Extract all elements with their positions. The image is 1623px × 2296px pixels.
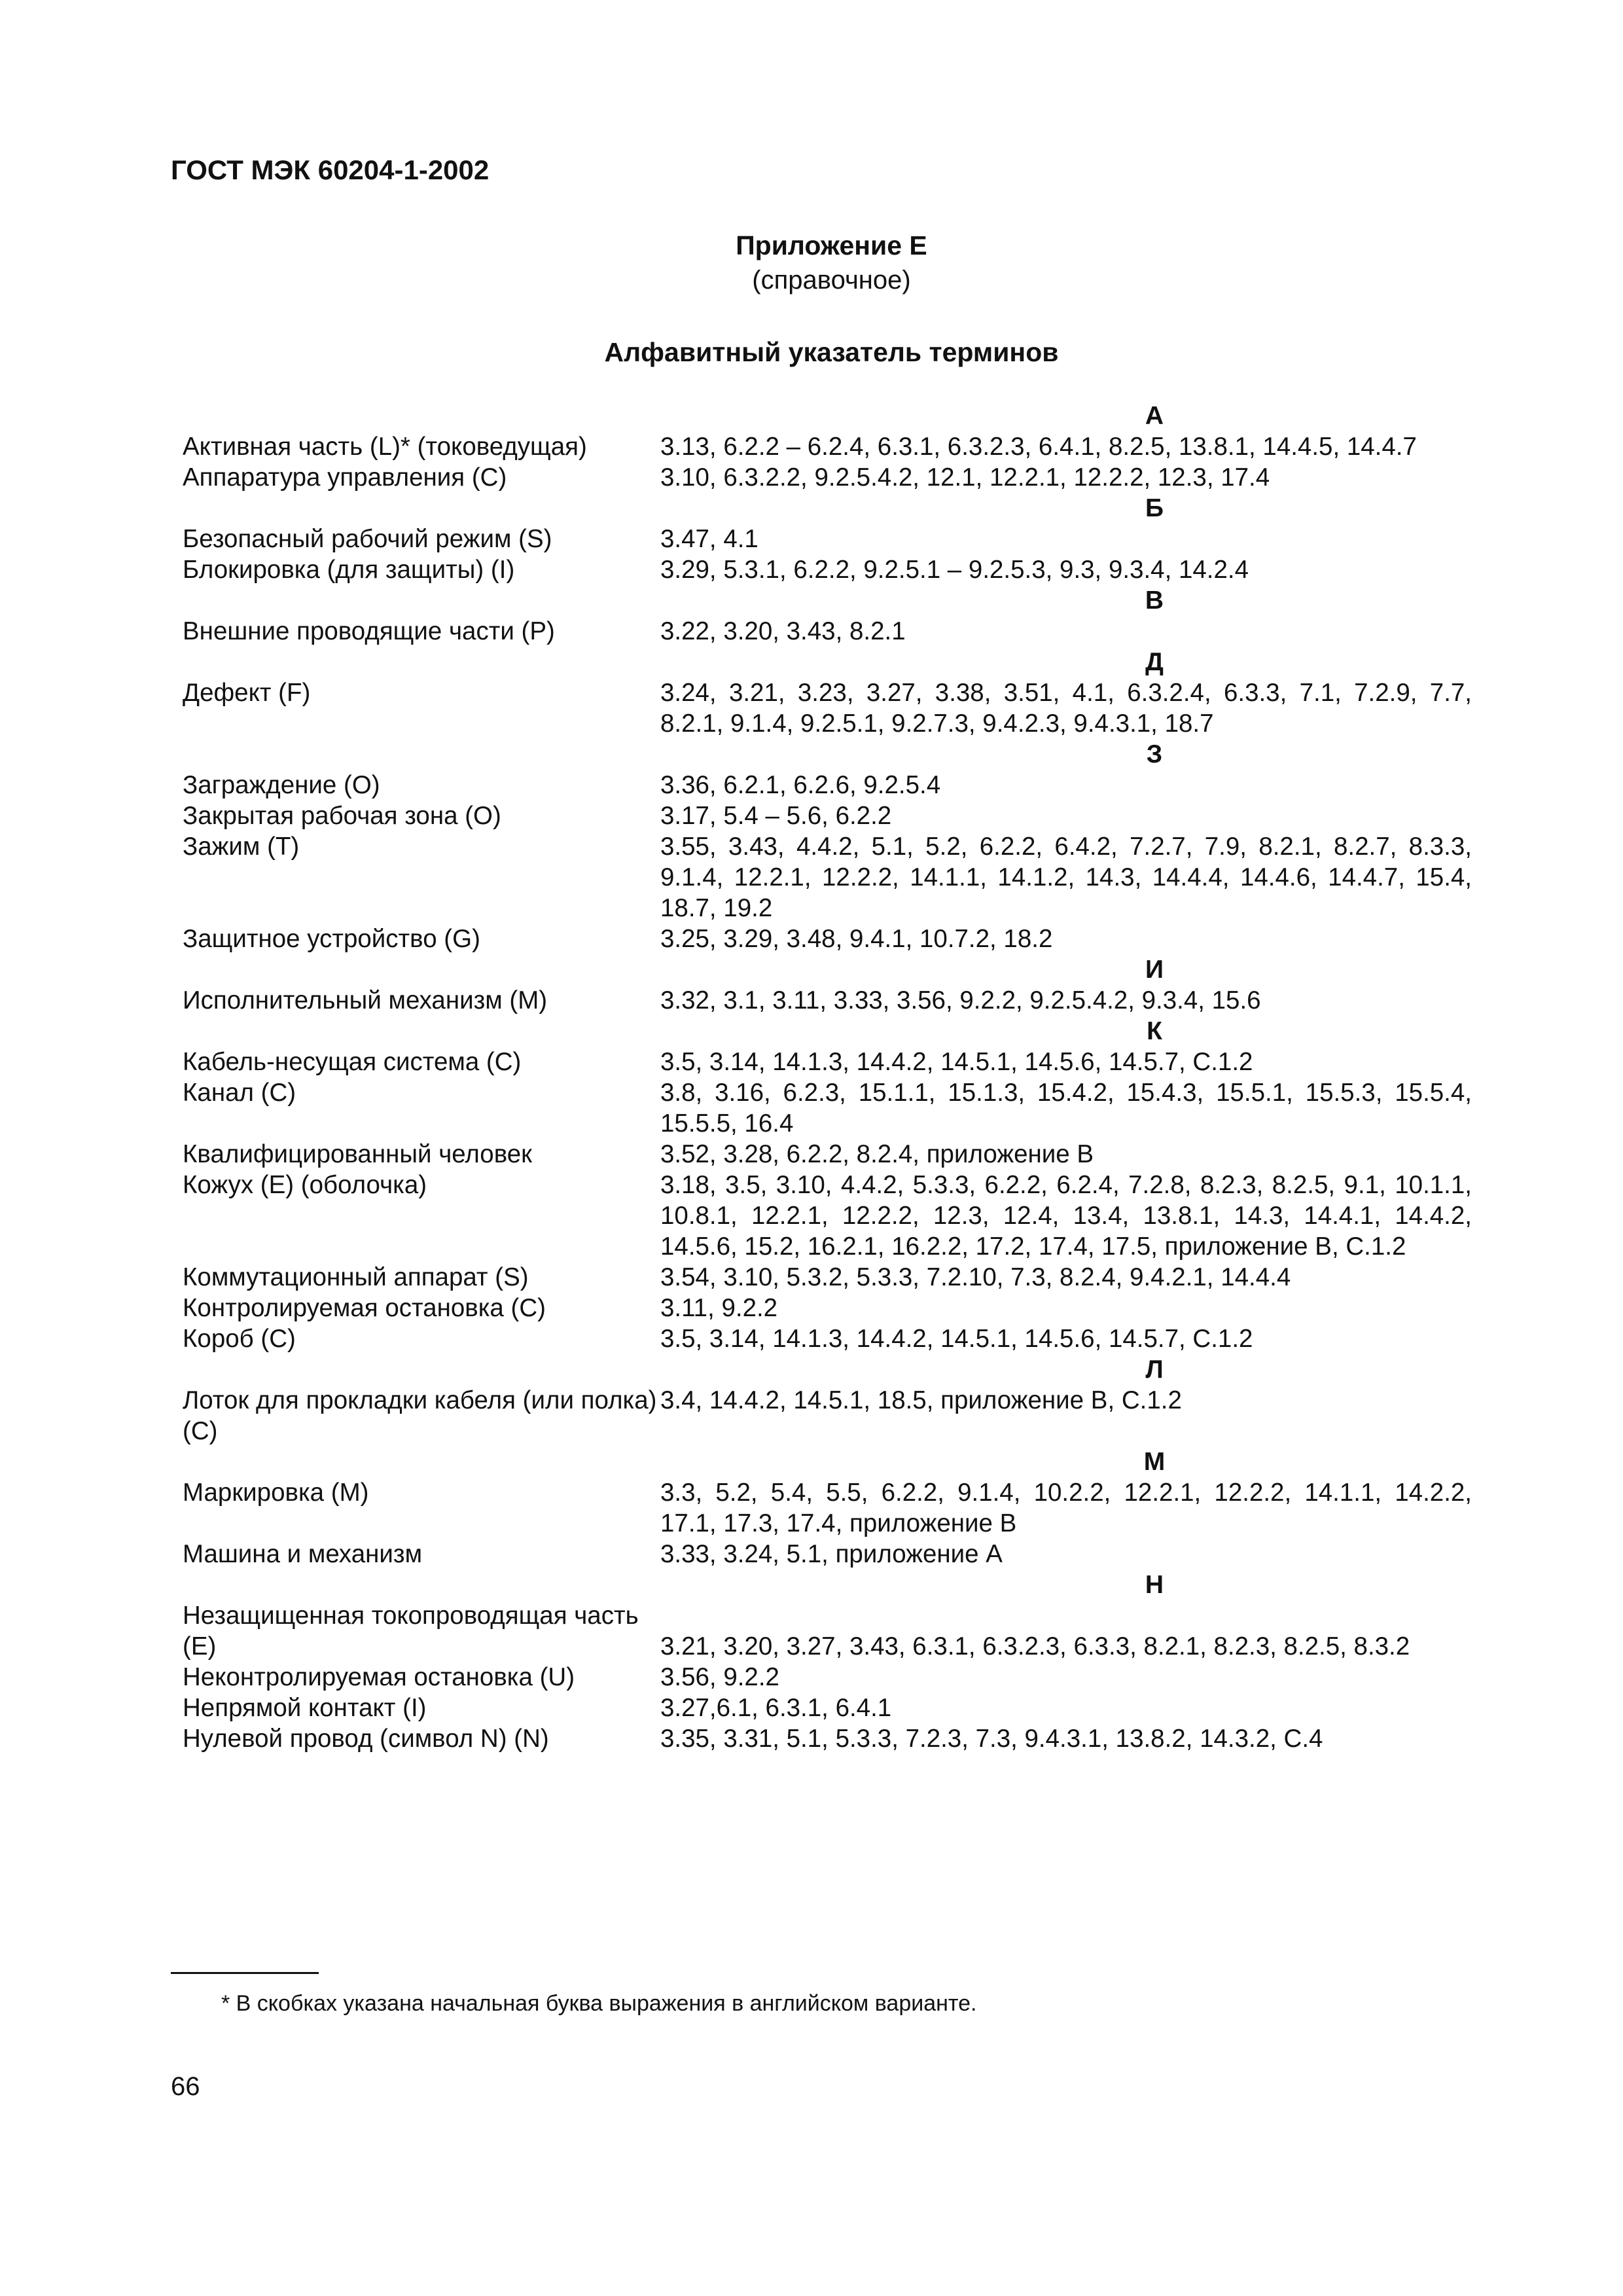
section-letter: М <box>1143 1448 1166 1476</box>
index-references: 3.24, 3.21, 3.23, 3.27, 3.38, 3.51, 4.1, 6.3.2.4, 6.3.3, 7.1, 7.2.9, 7.7, 8.2.1, 9.1.4, 9.2.5.1, 9.2.7.3, 9.4.2.3, 9.4.3.1, 18.7 <box>660 679 1472 738</box>
index-entry <box>183 800 1472 831</box>
index-entry <box>183 677 1472 739</box>
index-references: 3.11, 9.2.2 <box>660 1294 778 1322</box>
index-term: Аппаратура управления (C) <box>183 463 507 492</box>
index-term: Маркировка (M) <box>183 1479 369 1507</box>
index-references: 3.47, 4.1 <box>660 525 758 553</box>
index-term: Безопасный рабочий режим (S) <box>183 525 552 553</box>
index-entry <box>183 1293 1472 1323</box>
index-term: Закрытая рабочая зона (O) <box>183 802 501 830</box>
index-term: Заграждение (O) <box>183 771 380 799</box>
section-letter: К <box>1147 1017 1162 1045</box>
index-references: 3.29, 5.3.1, 6.2.2, 9.2.5.1 – 9.2.5.3, 9.3, 9.3.4, 14.2.4 <box>660 556 1249 584</box>
index-term: Непрямой контакт (I) <box>183 1694 427 1722</box>
annex-type: (справочное) <box>752 266 911 295</box>
index-references: 3.4, 14.4.2, 14.5.1, 18.5, приложение B, C.1.2 <box>660 1386 1182 1414</box>
index-entry <box>183 1539 1472 1570</box>
index-references: 3.13, 6.2.2 – 6.2.4, 6.3.1, 6.3.2.3, 6.4.1, 8.2.5, 13.8.1, 14.4.5, 14.4.7 <box>660 433 1417 461</box>
term-index <box>183 401 1472 1754</box>
index-entry <box>183 831 1472 924</box>
index-term: Активная часть (L)* (токоведущая) <box>183 433 587 461</box>
footnote-divider <box>171 1972 319 1974</box>
index-entry <box>183 1693 1472 1723</box>
index-term: Зажим (T) <box>183 833 300 861</box>
index-term: Блокировка (для защиты) (I) <box>183 556 515 584</box>
index-entry <box>183 924 1472 954</box>
index-term: Внешние проводящие части (P) <box>183 617 555 645</box>
index-term: Лоток для прокладки кабеля (или полка) (C) <box>183 1386 657 1445</box>
index-references: 3.36, 6.2.1, 6.2.6, 9.2.5.4 <box>660 771 941 799</box>
document-code: ГОСТ МЭК 60204-1-2002 <box>171 154 490 185</box>
index-references: 3.32, 3.1, 3.11, 3.33, 3.56, 9.2.2, 9.2.5.4.2, 9.3.4, 15.6 <box>660 986 1261 1014</box>
index-entry <box>183 1047 1472 1077</box>
index-term: Кабель-несущая система (C) <box>183 1048 522 1076</box>
section-letter: И <box>1145 956 1164 984</box>
index-references: 3.56, 9.2.2 <box>660 1663 779 1691</box>
index-references: 3.5, 3.14, 14.1.3, 14.4.2, 14.5.1, 14.5.6, 14.5.7, C.1.2 <box>660 1325 1253 1353</box>
index-title: Алфавитный указатель терминов <box>604 337 1059 367</box>
index-references: 3.22, 3.20, 3.43, 8.2.1 <box>660 617 906 645</box>
index-references: 3.35, 3.31, 5.1, 5.3.3, 7.2.3, 7.3, 9.4.3.1, 13.8.2, 14.3.2, C.4 <box>660 1725 1323 1753</box>
index-references: 3.25, 3.29, 3.48, 9.4.1, 10.7.2, 18.2 <box>660 925 1053 953</box>
section-letter: Л <box>1145 1355 1164 1384</box>
index-entry <box>183 1600 1472 1662</box>
index-term: Дефект (F) <box>183 679 311 707</box>
annex-title: Приложение E <box>736 230 927 260</box>
index-term: Машина и механизм <box>183 1540 423 1568</box>
index-references: 3.3, 5.2, 5.4, 5.5, 6.2.2, 9.1.4, 10.2.2, 12.2.1, 12.2.2, 14.1.1, 14.2.2, 17.1, 17.3, 17.4, приложение B <box>660 1479 1472 1537</box>
index-references: 3.5, 3.14, 14.1.3, 14.4.2, 14.5.1, 14.5.6, 14.5.7, C.1.2 <box>660 1048 1253 1076</box>
index-references: 3.10, 6.3.2.2, 9.2.5.4.2, 12.1, 12.2.1, 12.2.2, 12.3, 17.4 <box>660 463 1270 492</box>
index-term: Квалифицированный человек <box>183 1140 532 1168</box>
index-entry <box>183 1723 1472 1754</box>
index-references: 3.52, 3.28, 6.2.2, 8.2.4, приложение B <box>660 1140 1094 1168</box>
section-letter: В <box>1145 586 1164 615</box>
index-references: 3.27,6.1, 6.3.1, 6.4.1 <box>660 1694 892 1722</box>
index-entry <box>183 1323 1472 1354</box>
index-term: Нулевой провод (символ N) (N) <box>183 1725 549 1753</box>
index-entry <box>183 1262 1472 1293</box>
index-references: 3.33, 3.24, 5.1, приложение A <box>660 1540 1003 1568</box>
index-entry <box>183 431 1472 462</box>
page-number: 66 <box>171 2072 200 2101</box>
index-term: Кожух (E) (оболочка) <box>183 1171 427 1199</box>
index-entry <box>183 770 1472 800</box>
index-entry <box>183 1385 1472 1446</box>
index-entry <box>183 462 1472 493</box>
section-letter: А <box>1145 402 1164 430</box>
index-entry <box>183 554 1472 585</box>
section-letter: Н <box>1145 1571 1164 1599</box>
index-entry <box>183 1077 1472 1139</box>
index-references: 3.18, 3.5, 3.10, 4.4.2, 5.3.3, 6.2.2, 6.2.4, 7.2.8, 8.2.3, 8.2.5, 9.1, 10.1.1, 10.8.1, 12.2.1, 12.2.2, 12.3, 12.4, 13.4, 13.8.1, 14.3, 14.4.1, 14.4.2, 14.5.6, 15.2, 16.2.1, 16.2.2, 17.2, 17.4, 17.5, приложение B, C.1.2 <box>660 1171 1472 1261</box>
index-entry <box>183 616 1472 647</box>
index-entry <box>183 985 1472 1016</box>
index-entry <box>183 1477 1472 1539</box>
index-references: 3.21, 3.20, 3.27, 3.43, 6.3.1, 6.3.2.3, 6.3.3, 8.2.1, 8.2.3, 8.2.5, 8.3.2 <box>660 1632 1410 1660</box>
index-term: Контролируемая остановка (C) <box>183 1294 546 1322</box>
index-term: Неконтролируемая остановка (U) <box>183 1663 575 1691</box>
section-letter: З <box>1146 740 1163 768</box>
index-term: Короб (C) <box>183 1325 296 1353</box>
index-references: 3.54, 3.10, 5.3.2, 5.3.3, 7.2.10, 7.3, 8.2.4, 9.4.2.1, 14.4.4 <box>660 1263 1291 1291</box>
index-entry <box>183 1170 1472 1262</box>
index-entry <box>183 1662 1472 1693</box>
index-entry <box>183 524 1472 554</box>
index-references: 3.55, 3.43, 4.4.2, 5.1, 5.2, 6.2.2, 6.4.2, 7.2.7, 7.9, 8.2.1, 8.2.7, 8.3.3, 9.1.4, 12.2.1, 12.2.2, 14.1.1, 14.1.2, 14.3, 14.4.4, 14.4.6, 14.4.7, 15.4, 18.7, 19.2 <box>660 833 1472 922</box>
index-term: Защитное устройство (G) <box>183 925 480 953</box>
index-references: 3.17, 5.4 – 5.6, 6.2.2 <box>660 802 892 830</box>
section-letter: Д <box>1145 648 1164 676</box>
index-term: Коммутационный аппарат (S) <box>183 1263 529 1291</box>
index-term: Канал (C) <box>183 1079 296 1107</box>
index-entry <box>183 1139 1472 1170</box>
index-references: 3.8, 3.16, 6.2.3, 15.1.1, 15.1.3, 15.4.2, 15.4.3, 15.5.1, 15.5.3, 15.5.4, 15.5.5, 16.4 <box>660 1079 1472 1138</box>
footnote: * В скобках указана начальная буква выражения в английском варианте. <box>221 1991 977 2016</box>
index-term: Исполнительный механизм (M) <box>183 986 548 1014</box>
index-term: Незащищенная токопроводящая часть (E) <box>183 1602 639 1660</box>
section-letter: Б <box>1145 494 1164 522</box>
